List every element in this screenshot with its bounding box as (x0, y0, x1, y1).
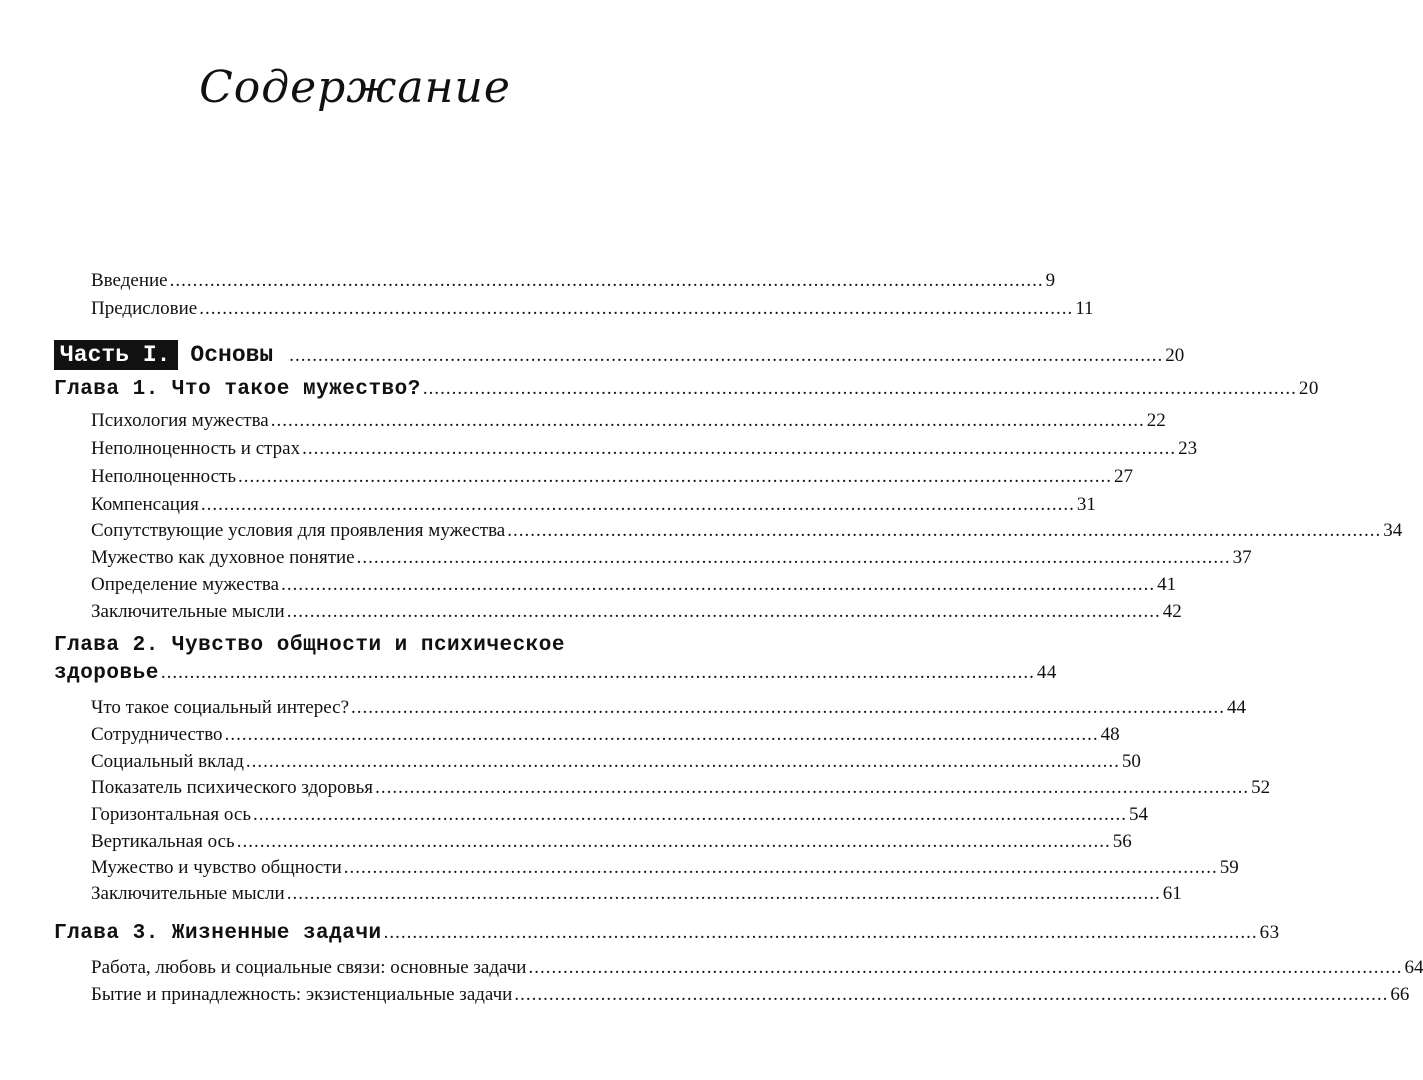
page-title: Содержание (199, 62, 511, 113)
dot-leader: ........................................................................................................................................................ (351, 697, 1226, 718)
dot-leader: ........................................................................................................................................................ (245, 751, 1120, 772)
toc-page-number: 41 (1157, 574, 1177, 595)
toc-section-label: Компенсация (91, 494, 199, 515)
toc-section[interactable] (91, 957, 1423, 979)
dot-leader: ........................................................................................................................................................ (199, 298, 1074, 319)
dot-leader: ........................................................................................................................................................ (422, 378, 1297, 399)
toc-chapter-1[interactable] (54, 378, 1319, 401)
toc-section[interactable] (91, 857, 1239, 879)
toc-entry-preface[interactable] (91, 298, 1094, 320)
toc-chapter-label: здоровье (54, 662, 159, 685)
toc-section-label: Сопутствующие условия для проявления мужества (91, 520, 506, 541)
toc-page-number: 52 (1251, 777, 1271, 798)
toc-page-number: 66 (1390, 984, 1410, 1005)
toc-page-number: 56 (1112, 831, 1132, 852)
toc-section-label: Психология мужества (91, 410, 269, 431)
dot-leader: ........................................................................................................................................................ (253, 804, 1127, 825)
toc-page-number: 50 (1121, 751, 1141, 772)
toc-section[interactable] (91, 466, 1134, 488)
toc-section-label: Неполноценность (91, 466, 237, 487)
dot-leader: ........................................................................................................................................................ (270, 410, 1145, 431)
toc-chapter-label: Глава 1. Что такое мужество? (54, 378, 421, 401)
toc-page-number: 20 (1165, 345, 1185, 366)
toc-page-number: 63 (1259, 922, 1280, 943)
dot-leader: ........................................................................................................................................................ (514, 984, 1389, 1005)
toc-section[interactable] (91, 984, 1410, 1006)
toc-section[interactable] (91, 831, 1132, 853)
toc-page-number: 31 (1076, 494, 1096, 515)
toc-page-number: 44 (1036, 662, 1057, 683)
toc-page-number: 23 (1178, 438, 1198, 459)
dot-leader: ........................................................................................................................................................ (169, 270, 1044, 291)
toc-page-number: 22 (1146, 410, 1166, 431)
toc-part-label: Основы (190, 342, 274, 368)
toc-page-number: 48 (1100, 724, 1120, 745)
toc-section-label: Показатель психического здоровья (91, 777, 374, 798)
toc-page-number: 37 (1232, 547, 1252, 568)
toc-section-label: Бытие и принадлежность: экзистенциальные задачи (91, 984, 513, 1005)
toc-chapter-label: Глава 3. Жизненные задачи (54, 922, 382, 945)
toc-page-number: 11 (1075, 298, 1094, 319)
toc-section-label: Определение мужества (91, 574, 280, 595)
dot-leader: ........................................................................................................................................................ (286, 883, 1161, 904)
toc-section-label: Горизонтальная ось (91, 804, 251, 825)
toc-section[interactable] (91, 883, 1182, 905)
dot-leader: ........................................................................................................................................................ (200, 494, 1075, 515)
dot-leader: ........................................................................................................................................................ (224, 724, 1099, 745)
dot-leader: ........................................................................................................................................................ (289, 345, 1164, 366)
part-badge: Часть I. (54, 340, 178, 370)
dot-leader: ........................................................................................................................................................ (507, 520, 1382, 541)
toc-section[interactable] (91, 724, 1120, 746)
toc-section[interactable] (91, 804, 1148, 826)
toc-section[interactable] (91, 520, 1403, 542)
toc-section-label: Мужество как духовное понятие (91, 547, 355, 568)
toc-entry-label: Предисловие (91, 298, 198, 319)
dot-leader: ........................................................................................................................................................ (356, 547, 1231, 568)
toc-section-label: Неполноценность и страх (91, 438, 301, 459)
toc-chapter-3[interactable] (54, 922, 1280, 945)
toc-page-number: 44 (1227, 697, 1247, 718)
toc-section[interactable] (91, 751, 1141, 773)
dot-leader: ........................................................................................................................................................ (375, 777, 1250, 798)
dot-leader: ........................................................................................................................................................ (343, 857, 1218, 878)
dot-leader: ........................................................................................................................................................ (528, 957, 1403, 978)
dot-leader: ........................................................................................................................................................ (238, 466, 1113, 487)
dot-leader: ........................................................................................................................................................ (383, 922, 1258, 943)
toc-section[interactable] (91, 494, 1096, 516)
toc-page-number: 54 (1129, 804, 1148, 825)
toc-section[interactable] (91, 547, 1252, 569)
toc-entry-introduction[interactable] (91, 270, 1056, 292)
toc-page-number: 27 (1114, 466, 1134, 487)
toc-chapter-2-title-line1[interactable]: Глава 2. Чувство общности и психическое (54, 634, 565, 657)
dot-leader: ........................................................................................................................................................ (160, 662, 1035, 683)
toc-page-number: 64 (1404, 957, 1423, 978)
dot-leader: ........................................................................................................................................................ (236, 831, 1111, 852)
toc-section-label: Что такое социальный интерес? (91, 697, 350, 718)
toc-page-number: 59 (1219, 857, 1239, 878)
toc-section-label: Мужество и чувство общности (91, 857, 342, 878)
toc-chapter-2[interactable] (54, 662, 1057, 685)
toc-section[interactable] (91, 601, 1182, 623)
toc-entry-label: Введение (91, 270, 168, 291)
toc-section[interactable] (91, 574, 1177, 596)
dot-leader: ........................................................................................................................................................ (281, 574, 1156, 595)
toc-page-number: 20 (1298, 378, 1319, 399)
toc-section[interactable] (91, 697, 1247, 719)
toc-page-number: 61 (1162, 883, 1182, 904)
toc-section-label: Вертикальная ось (91, 831, 235, 852)
toc-section-label: Сотрудничество (91, 724, 223, 745)
toc-part-1[interactable] (54, 340, 1185, 370)
toc-page-number: 42 (1162, 601, 1182, 622)
toc-section-label: Заключительные мысли (91, 601, 285, 622)
toc-section[interactable] (91, 438, 1198, 460)
toc-page-number: 9 (1045, 270, 1056, 291)
dot-leader: ........................................................................................................................................................ (286, 601, 1161, 622)
toc-section-label: Заключительные мысли (91, 883, 285, 904)
dot-leader: ........................................................................................................................................................ (302, 438, 1177, 459)
toc-section[interactable] (91, 410, 1166, 432)
toc-page-number: 34 (1383, 520, 1403, 541)
toc-section[interactable] (91, 777, 1271, 799)
toc-section-label: Работа, любовь и социальные связи: основные задачи (91, 957, 527, 978)
toc-section-label: Социальный вклад (91, 751, 244, 772)
